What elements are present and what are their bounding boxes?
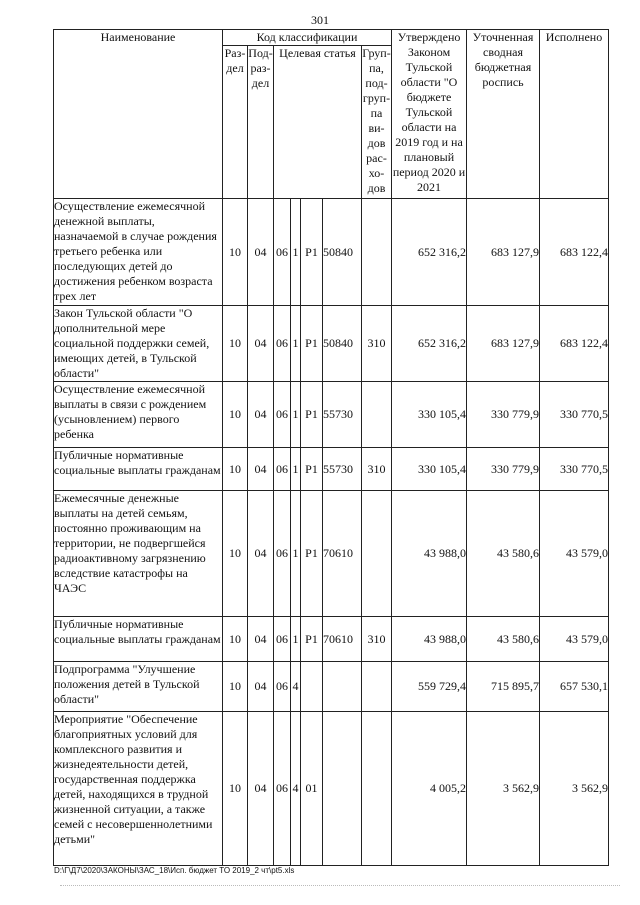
row-section: 10: [223, 382, 248, 448]
row-executed: 330 770,5: [540, 382, 609, 448]
row-executed: 330 770,5: [540, 448, 609, 491]
table-row: [54, 662, 609, 712]
row-target-direction: 70610: [323, 491, 362, 617]
row-subsection: 04: [248, 712, 274, 866]
row-target-event: Р1: [301, 491, 323, 617]
row-target-event: Р1: [301, 617, 323, 662]
row-target-event: [301, 662, 323, 712]
row-target-event: Р1: [301, 306, 323, 382]
row-refined: 683 127,9: [467, 199, 540, 306]
file-path-footer: D:\Г\Д7\2020\ЗАКОНЫ\ЗАС_18\Исп. бюджет ТО 2019_2 чт\pt5.xls: [54, 866, 295, 875]
row-refined: 43 580,6: [467, 491, 540, 617]
row-group: 310: [362, 306, 392, 382]
row-target-program: 06: [274, 382, 291, 448]
row-target-program: 06: [274, 617, 291, 662]
row-target-direction: 50840: [323, 306, 362, 382]
row-refined: 3 562,9: [467, 712, 540, 866]
row-target-direction: 50840: [323, 199, 362, 306]
table-row: [54, 712, 609, 866]
row-executed: 3 562,9: [540, 712, 609, 866]
row-subsection: 04: [248, 199, 274, 306]
row-target-program: 06: [274, 448, 291, 491]
row-subsection: 04: [248, 306, 274, 382]
row-name: Осуществление ежемесячной денежной выплаты, назначаемой в случае рождения третьего ребенка или последующих детей до достижения ребенком возраста трех лет: [54, 199, 223, 306]
table-row: [54, 491, 609, 617]
row-target-direction: [323, 712, 362, 866]
row-approved: 43 988,0: [392, 617, 467, 662]
row-section: 10: [223, 662, 248, 712]
row-group: 310: [362, 448, 392, 491]
row-section: 10: [223, 617, 248, 662]
row-group: [362, 382, 392, 448]
row-refined: 715 895,7: [467, 662, 540, 712]
row-target-program: 06: [274, 491, 291, 617]
row-name: Подпрограмма "Улучшение положения детей в Тульской области": [54, 662, 223, 712]
header-executed: Исполнено: [540, 30, 609, 199]
row-executed: 683 122,4: [540, 199, 609, 306]
footer-divider: [60, 885, 620, 887]
row-approved: 652 316,2: [392, 306, 467, 382]
header-approved: Утверждено Законом Тульской области "О бюджете Тульской области на 2019 год и на плановый период 2020 и 2021: [392, 30, 467, 199]
table-row: [54, 617, 609, 662]
header-name: Наименование: [54, 30, 223, 199]
row-name: Ежемесячные денежные выплаты на детей семьям, постоянно проживающим на территории, не подвергшейся радиоактивному загрязнению вследствие катастрофы на ЧАЭС: [54, 491, 223, 617]
row-executed: 43 579,0: [540, 491, 609, 617]
table-row: [54, 448, 609, 491]
header-section: Раз-дел: [223, 46, 248, 199]
header-target: Целевая статья: [274, 46, 362, 199]
row-name: Публичные нормативные социальные выплаты гражданам: [54, 448, 223, 491]
row-target-subprogram: 4: [291, 712, 301, 866]
row-group: 310: [362, 617, 392, 662]
row-name: Закон Тульской области "О дополнительной мере социальной поддержки семей, имеющих детей, в Тульской области": [54, 306, 223, 382]
row-target-direction: 55730: [323, 448, 362, 491]
row-subsection: 04: [248, 448, 274, 491]
row-target-subprogram: 4: [291, 662, 301, 712]
row-section: 10: [223, 712, 248, 866]
row-target-subprogram: 1: [291, 491, 301, 617]
row-target-event: 01: [301, 712, 323, 866]
header-subsection: Под-раз-дел: [248, 46, 274, 199]
row-group: [362, 199, 392, 306]
row-target-program: 06: [274, 199, 291, 306]
table-row: [54, 306, 609, 382]
row-section: 10: [223, 448, 248, 491]
row-subsection: 04: [248, 382, 274, 448]
budget-table: [53, 29, 609, 866]
row-refined: 683 127,9: [467, 306, 540, 382]
row-target-direction: 70610: [323, 617, 362, 662]
row-target-event: Р1: [301, 199, 323, 306]
row-target-event: Р1: [301, 448, 323, 491]
row-target-program: 06: [274, 712, 291, 866]
row-subsection: 04: [248, 617, 274, 662]
row-section: 10: [223, 306, 248, 382]
row-subsection: 04: [248, 662, 274, 712]
table-row: [54, 199, 609, 306]
table-row: [54, 382, 609, 448]
page-number: 301: [311, 13, 329, 27]
row-approved: 652 316,2: [392, 199, 467, 306]
header-group: Груп-па, под-груп-па ви-дов рас-хо-дов: [362, 46, 392, 199]
row-executed: 657 530,1: [540, 662, 609, 712]
row-group: [362, 712, 392, 866]
row-approved: 559 729,4: [392, 662, 467, 712]
row-target-direction: [323, 662, 362, 712]
row-executed: 43 579,0: [540, 617, 609, 662]
row-group: [362, 662, 392, 712]
row-name: Мероприятие "Обеспечение благоприятных условий для комплексного развития и жизнедеятельности детей, государственная поддержка детей, находящихся в трудной жизненной ситуации, а также семей с несовершеннолетними детьми": [54, 712, 223, 866]
row-target-subprogram: 1: [291, 617, 301, 662]
row-target-direction: 55730: [323, 382, 362, 448]
row-target-subprogram: 1: [291, 448, 301, 491]
row-target-subprogram: 1: [291, 306, 301, 382]
row-target-subprogram: 1: [291, 382, 301, 448]
row-subsection: 04: [248, 491, 274, 617]
header-code: Код классификации: [223, 30, 392, 46]
row-target-subprogram: 1: [291, 199, 301, 306]
row-refined: 330 779,9: [467, 382, 540, 448]
row-approved: 330 105,4: [392, 382, 467, 448]
row-target-event: Р1: [301, 382, 323, 448]
row-target-program: 06: [274, 306, 291, 382]
row-refined: 330 779,9: [467, 448, 540, 491]
row-refined: 43 580,6: [467, 617, 540, 662]
header-refined: Уточненная сводная бюджетная роспись: [467, 30, 540, 199]
row-approved: 4 005,2: [392, 712, 467, 866]
row-target-program: 06: [274, 662, 291, 712]
row-approved: 43 988,0: [392, 491, 467, 617]
row-section: 10: [223, 199, 248, 306]
row-section: 10: [223, 491, 248, 617]
row-executed: 683 122,4: [540, 306, 609, 382]
row-name: Осуществление ежемесячной выплаты в связи с рождением (усыновлением) первого ребенка: [54, 382, 223, 448]
table-body: [54, 199, 609, 866]
row-name: Публичные нормативные социальные выплаты гражданам: [54, 617, 223, 662]
row-approved: 330 105,4: [392, 448, 467, 491]
row-group: [362, 491, 392, 617]
